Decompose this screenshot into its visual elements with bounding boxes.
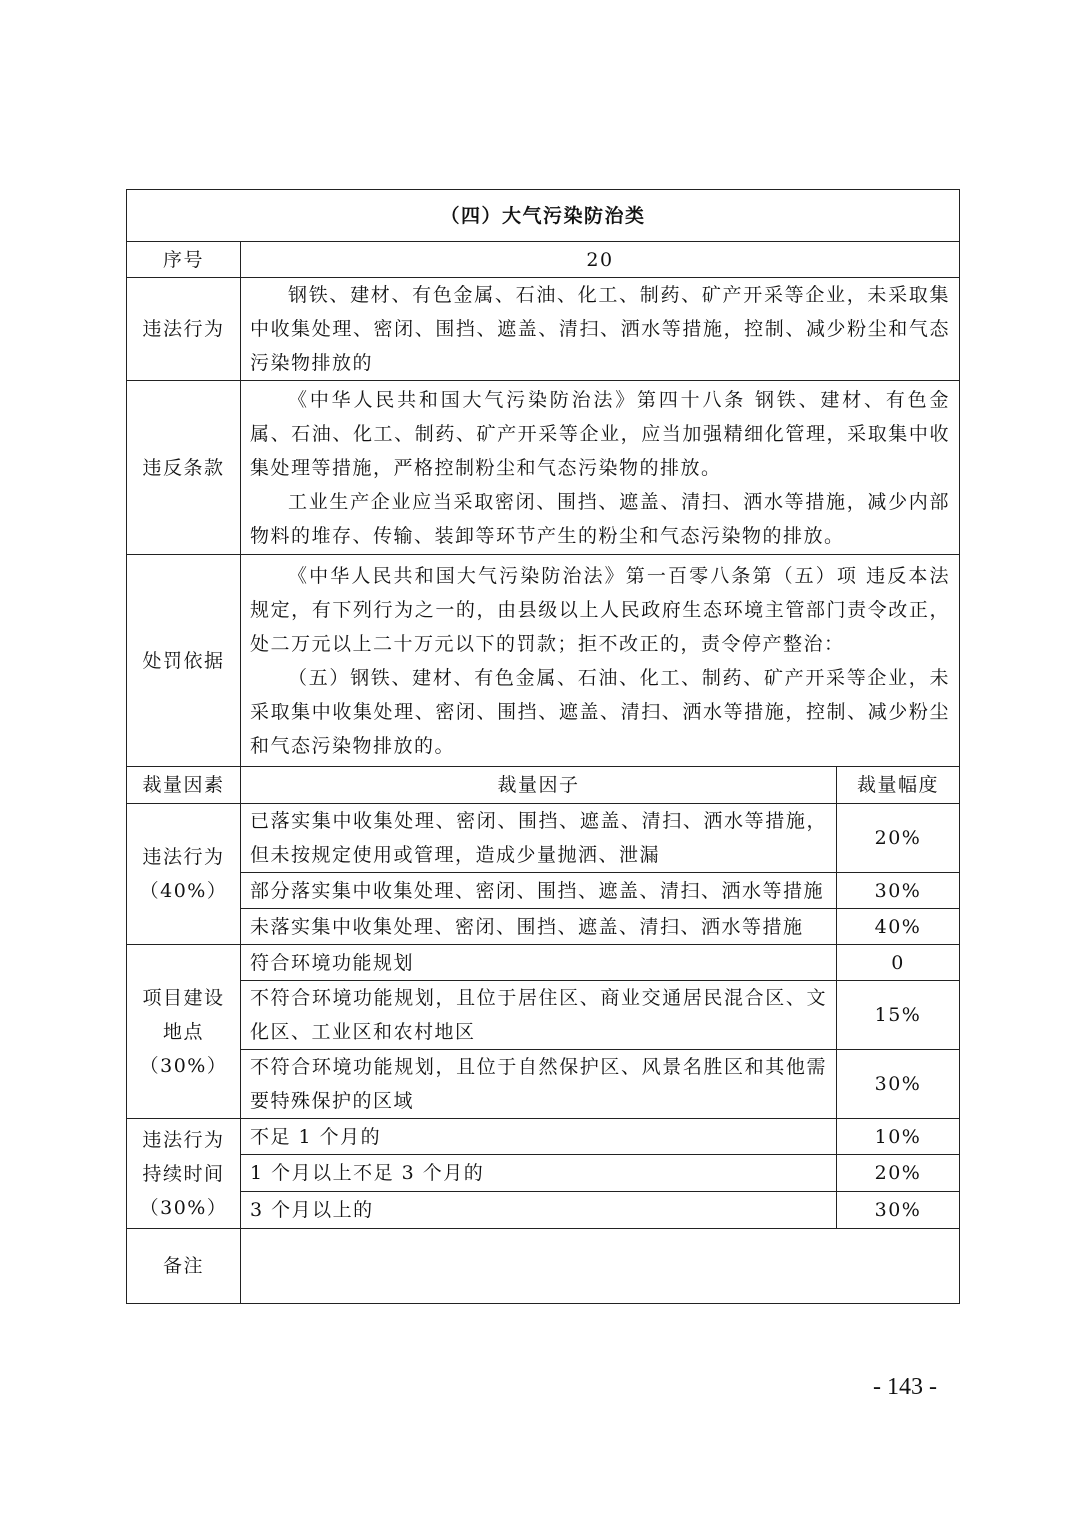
group-label-duration (127, 1119, 241, 1229)
discretion-item-header: 裁量因子 (241, 767, 837, 804)
remarks-label: 备注 (127, 1229, 241, 1304)
table-row (127, 1192, 960, 1229)
table-row (127, 1155, 960, 1192)
remarks-row (127, 1229, 960, 1304)
discretion-factor-header: 裁量因素 (127, 767, 241, 804)
factor-value: 30% (837, 1192, 960, 1229)
provision-label: 违反条款 (127, 381, 241, 555)
factor-text: 符合环境功能规划 (241, 945, 837, 981)
penalty-discretion-table (126, 189, 960, 1304)
group-label-location (127, 945, 241, 1119)
factor-text: 未落实集中收集处理、密闭、围挡、遮盖、清扫、洒水等措施 (241, 909, 837, 945)
table-row (127, 945, 960, 981)
factor-value: 30% (837, 873, 960, 909)
penalty-row (127, 555, 960, 767)
table-row (127, 1119, 960, 1155)
discretion-header-row (127, 767, 960, 804)
group-label-line: 违法行为 (142, 846, 225, 868)
serial-row (127, 242, 960, 278)
group-label-line: （30%） (139, 1196, 228, 1219)
penalty-label: 处罚依据 (127, 555, 241, 767)
violation-paragraph: 钢铁、建材、有色金属、石油、化工、制药、矿产开采等企业，未采取集中收集处理、密闭、围挡、遮盖、清扫、洒水等措施，控制、减少粉尘和气态污染物排放的 (250, 284, 950, 374)
factor-text: 已落实集中收集处理、密闭、围挡、遮盖、清扫、洒水等措施，但未按规定使用或管理，造成少量抛洒、泄漏 (241, 804, 837, 873)
group-label-line: 持续时间 (142, 1162, 225, 1185)
title-row (127, 190, 960, 242)
factor-value: 15% (837, 981, 960, 1050)
penalty-text (241, 555, 960, 767)
factor-value: 30% (837, 1050, 960, 1119)
factor-value: 20% (837, 804, 960, 873)
penalty-paragraph-2: （五）钢铁、建材、有色金属、石油、化工、制药、矿产开采等企业，未采取集中收集处理、密闭、围挡、遮盖、清扫、洒水等措施，控制、减少粉尘和气态污染物排放的。 (250, 666, 950, 757)
table-row (127, 981, 960, 1050)
factor-value: 10% (837, 1119, 960, 1155)
factor-value: 0 (837, 945, 960, 981)
penalty-paragraph-1: 《中华人民共和国大气污染防治法》第一百零八条第（五）项 违反本法规定，有下列行为之一的，由县级以上人民政府生态环境主管部门责令改正，处二万元以上二十万元以下的罚款；拒不改正的，责令停产整治： (250, 564, 950, 655)
group-label-violation (127, 804, 241, 945)
table-row (127, 873, 960, 909)
serial-value: 20 (241, 242, 960, 278)
page-number: - 143 - (873, 1374, 937, 1400)
factor-text: 不足 1 个月的 (241, 1119, 837, 1155)
provision-row (127, 381, 960, 555)
table-row (127, 909, 960, 945)
group-label-line: （30%） (139, 1054, 228, 1077)
violation-label: 违法行为 (127, 278, 241, 381)
remarks-value (241, 1229, 960, 1304)
provision-text (241, 381, 960, 555)
factor-text: 3 个月以上的 (241, 1192, 837, 1229)
factor-value: 20% (837, 1155, 960, 1192)
group-label-line: 违法行为 (142, 1128, 225, 1151)
factor-text: 不符合环境功能规划，且位于自然保护区、风景名胜区和其他需要特殊保护的区域 (241, 1050, 837, 1119)
group-label-line: 项目建设 (142, 986, 225, 1009)
factor-text: 不符合环境功能规划，且位于居住区、商业交通居民混合区、文化区、工业区和农村地区 (241, 981, 837, 1050)
discretion-range-header: 裁量幅度 (837, 767, 960, 804)
table-row (127, 1050, 960, 1119)
group-label-line: 地点 (162, 1020, 204, 1043)
factor-text: 1 个月以上不足 3 个月的 (241, 1155, 837, 1192)
group-label-line: （40%） (139, 880, 228, 902)
provision-paragraph-2: 工业生产企业应当采取密闭、围挡、遮盖、清扫、洒水等措施，减少内部物料的堆存、传输、装卸等环节产生的粉尘和气态污染物的排放。 (250, 490, 950, 547)
serial-label: 序号 (127, 242, 241, 278)
table-row (127, 804, 960, 873)
violation-row (127, 278, 960, 381)
violation-text (241, 278, 960, 381)
factor-value: 40% (837, 909, 960, 945)
provision-paragraph-1: 《中华人民共和国大气污染防治法》第四十八条 钢铁、建材、有色金属、石油、化工、制药、矿产开采等企业，应当加强精细化管理，采取集中收集处理等措施，严格控制粉尘和气态污染物的排放。 (250, 388, 950, 479)
factor-text: 部分落实集中收集处理、密闭、围挡、遮盖、清扫、洒水等措施 (241, 873, 837, 909)
section-title: （四）大气污染防治类 (127, 190, 960, 242)
